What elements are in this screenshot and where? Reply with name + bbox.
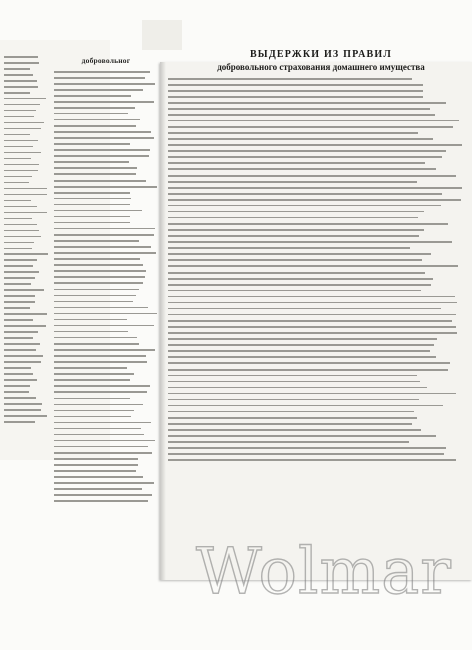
text-line bbox=[168, 90, 423, 92]
text-line bbox=[54, 428, 141, 430]
sheet-corner bbox=[142, 20, 182, 50]
text-line bbox=[54, 192, 130, 194]
text-line bbox=[54, 83, 155, 85]
text-line bbox=[54, 488, 142, 490]
text-line bbox=[4, 104, 40, 106]
text-line bbox=[4, 164, 39, 166]
text-line bbox=[4, 206, 37, 208]
text-line bbox=[4, 74, 33, 76]
text-line bbox=[168, 332, 457, 334]
text-line bbox=[54, 464, 138, 466]
text-line bbox=[4, 307, 30, 309]
middle-column bbox=[54, 56, 158, 506]
text-line bbox=[168, 132, 418, 134]
text-line bbox=[54, 167, 137, 169]
text-line bbox=[4, 343, 40, 345]
text-line bbox=[168, 296, 455, 298]
text-line bbox=[54, 161, 129, 163]
text-line bbox=[54, 452, 152, 454]
text-line bbox=[54, 264, 143, 266]
text-line bbox=[54, 149, 150, 151]
text-line bbox=[54, 385, 150, 387]
text-line bbox=[168, 241, 452, 243]
text-line bbox=[4, 349, 36, 351]
middle-column-text bbox=[54, 71, 158, 502]
text-line bbox=[168, 168, 436, 170]
text-line bbox=[54, 95, 131, 97]
text-line bbox=[4, 379, 37, 381]
text-line bbox=[4, 319, 33, 321]
text-line bbox=[4, 152, 41, 154]
text-line bbox=[4, 128, 41, 130]
text-line bbox=[4, 248, 32, 250]
text-line bbox=[54, 476, 143, 478]
text-line bbox=[54, 246, 151, 248]
text-line bbox=[4, 188, 47, 190]
text-line bbox=[4, 301, 35, 303]
text-line bbox=[168, 187, 462, 189]
text-line bbox=[54, 270, 146, 272]
text-line bbox=[168, 453, 444, 455]
text-line bbox=[54, 228, 155, 230]
text-line bbox=[168, 235, 419, 237]
text-line bbox=[4, 421, 35, 423]
text-line bbox=[54, 210, 142, 212]
text-line bbox=[54, 367, 127, 369]
text-line bbox=[54, 410, 134, 412]
text-line bbox=[4, 289, 44, 291]
text-line bbox=[168, 175, 456, 177]
text-line bbox=[4, 355, 43, 357]
text-line bbox=[168, 247, 410, 249]
text-line bbox=[168, 193, 442, 195]
text-line bbox=[54, 101, 154, 103]
text-line bbox=[54, 276, 145, 278]
text-line bbox=[4, 391, 29, 393]
text-line bbox=[168, 302, 457, 304]
text-line bbox=[4, 277, 35, 279]
text-line bbox=[4, 361, 41, 363]
text-line bbox=[54, 404, 143, 406]
text-line bbox=[54, 343, 139, 345]
text-line bbox=[54, 216, 130, 218]
text-line bbox=[4, 397, 36, 399]
text-line bbox=[54, 289, 139, 291]
text-line bbox=[54, 337, 137, 339]
sheet-fold-shadow bbox=[160, 62, 166, 580]
text-line bbox=[4, 230, 39, 232]
text-line bbox=[54, 391, 147, 393]
text-line bbox=[54, 373, 134, 375]
text-line bbox=[168, 126, 453, 128]
text-line bbox=[54, 440, 155, 442]
text-line bbox=[4, 236, 41, 238]
text-line bbox=[168, 429, 421, 431]
text-line bbox=[54, 313, 157, 315]
text-line bbox=[168, 381, 420, 383]
text-line bbox=[168, 314, 456, 316]
text-line bbox=[168, 350, 430, 352]
text-line bbox=[54, 173, 136, 175]
text-line bbox=[4, 415, 47, 417]
text-line bbox=[168, 138, 433, 140]
text-line bbox=[4, 134, 30, 136]
text-line bbox=[168, 423, 412, 425]
text-line bbox=[168, 162, 425, 164]
text-line bbox=[4, 212, 47, 214]
text-line bbox=[4, 313, 47, 315]
text-line bbox=[168, 199, 461, 201]
text-line bbox=[54, 416, 131, 418]
text-line bbox=[168, 399, 419, 401]
text-line bbox=[168, 344, 434, 346]
text-line bbox=[54, 155, 149, 157]
text-line bbox=[54, 355, 146, 357]
text-line bbox=[4, 86, 38, 88]
left-column-text bbox=[4, 56, 48, 427]
text-line bbox=[4, 409, 41, 411]
text-line bbox=[54, 494, 152, 496]
text-line bbox=[54, 282, 143, 284]
text-line bbox=[4, 283, 31, 285]
text-line bbox=[4, 385, 30, 387]
text-line bbox=[168, 362, 450, 364]
text-line bbox=[54, 325, 154, 327]
text-line bbox=[4, 253, 48, 255]
text-line bbox=[54, 119, 140, 121]
text-line bbox=[4, 140, 38, 142]
text-line bbox=[168, 108, 430, 110]
text-line bbox=[54, 240, 139, 242]
text-line bbox=[54, 500, 148, 502]
text-line bbox=[4, 271, 39, 273]
document-heading: ВЫДЕРЖКИ ИЗ ПРАВИЛ bbox=[249, 49, 393, 60]
middle-column-title: добровольног bbox=[81, 56, 131, 65]
text-line bbox=[54, 446, 148, 448]
text-line bbox=[54, 307, 148, 309]
text-line bbox=[168, 326, 456, 328]
text-line bbox=[168, 211, 424, 213]
text-line bbox=[4, 158, 31, 160]
text-line bbox=[168, 84, 423, 86]
text-line bbox=[168, 338, 437, 340]
text-line bbox=[168, 447, 446, 449]
text-line bbox=[54, 295, 136, 297]
text-line bbox=[4, 331, 38, 333]
text-line bbox=[4, 200, 31, 202]
text-line bbox=[168, 272, 425, 274]
text-line bbox=[54, 252, 156, 254]
text-line bbox=[4, 56, 38, 58]
text-line bbox=[54, 71, 150, 73]
text-line bbox=[54, 131, 151, 133]
text-line bbox=[54, 125, 136, 127]
text-line bbox=[168, 96, 423, 98]
text-line bbox=[4, 92, 30, 94]
text-line bbox=[54, 222, 130, 224]
text-line bbox=[168, 265, 458, 267]
text-line bbox=[54, 331, 128, 333]
text-line bbox=[4, 259, 37, 261]
text-line bbox=[54, 107, 135, 109]
text-line bbox=[4, 373, 33, 375]
text-line bbox=[54, 379, 130, 381]
text-line bbox=[168, 411, 414, 413]
text-line bbox=[168, 308, 441, 310]
text-line bbox=[4, 62, 39, 64]
text-line bbox=[54, 198, 131, 200]
text-line bbox=[168, 375, 417, 377]
text-line bbox=[4, 194, 47, 196]
text-line bbox=[4, 265, 33, 267]
text-line bbox=[4, 68, 30, 70]
text-line bbox=[4, 218, 32, 220]
text-line bbox=[54, 258, 140, 260]
text-line bbox=[168, 356, 436, 358]
text-line bbox=[168, 156, 442, 158]
text-line bbox=[168, 441, 409, 443]
text-line bbox=[168, 150, 446, 152]
text-line bbox=[54, 89, 143, 91]
text-line bbox=[4, 403, 42, 405]
text-line bbox=[4, 242, 34, 244]
text-line bbox=[54, 204, 130, 206]
text-line bbox=[4, 176, 32, 178]
text-line bbox=[4, 367, 31, 369]
text-line bbox=[54, 234, 154, 236]
text-line bbox=[168, 387, 427, 389]
text-line bbox=[4, 295, 35, 297]
text-line bbox=[168, 120, 459, 122]
text-line bbox=[54, 113, 128, 115]
text-line bbox=[4, 182, 29, 184]
text-line bbox=[168, 114, 435, 116]
text-line bbox=[54, 186, 157, 188]
text-line bbox=[4, 224, 37, 226]
text-line bbox=[54, 143, 130, 145]
text-line bbox=[54, 137, 154, 139]
text-line bbox=[168, 369, 448, 371]
text-line bbox=[168, 144, 462, 146]
text-line bbox=[168, 290, 421, 292]
text-line bbox=[4, 98, 46, 100]
text-line bbox=[4, 110, 36, 112]
text-line bbox=[168, 102, 446, 104]
main-body-text bbox=[168, 78, 462, 465]
text-line bbox=[168, 78, 412, 80]
text-line bbox=[4, 170, 38, 172]
text-line bbox=[4, 80, 37, 82]
text-line bbox=[168, 181, 417, 183]
text-line bbox=[168, 459, 456, 461]
text-line bbox=[4, 116, 34, 118]
text-line bbox=[54, 482, 154, 484]
text-line bbox=[168, 253, 431, 255]
text-line bbox=[168, 229, 424, 231]
text-line bbox=[168, 320, 452, 322]
text-line bbox=[168, 405, 443, 407]
text-line bbox=[168, 393, 456, 395]
text-line bbox=[54, 398, 130, 400]
text-line bbox=[168, 284, 431, 286]
text-line bbox=[54, 470, 136, 472]
text-line bbox=[54, 458, 138, 460]
text-line bbox=[168, 417, 417, 419]
text-line bbox=[168, 205, 441, 207]
text-line bbox=[4, 122, 44, 124]
text-line bbox=[168, 223, 448, 225]
text-line bbox=[54, 77, 145, 79]
text-line bbox=[4, 337, 33, 339]
watermark-logo: Wolmar bbox=[196, 535, 452, 609]
text-line bbox=[4, 146, 33, 148]
text-line bbox=[54, 349, 155, 351]
text-line bbox=[54, 319, 127, 321]
text-line bbox=[54, 422, 151, 424]
text-line bbox=[168, 278, 433, 280]
document-subheading: добровольного страхования домашнего имущества bbox=[217, 62, 425, 72]
text-line bbox=[54, 434, 144, 436]
text-line bbox=[54, 361, 147, 363]
text-line bbox=[168, 259, 422, 261]
text-line bbox=[4, 325, 46, 327]
text-line bbox=[54, 301, 133, 303]
text-line bbox=[54, 180, 146, 182]
text-line bbox=[168, 217, 418, 219]
text-line bbox=[168, 435, 436, 437]
